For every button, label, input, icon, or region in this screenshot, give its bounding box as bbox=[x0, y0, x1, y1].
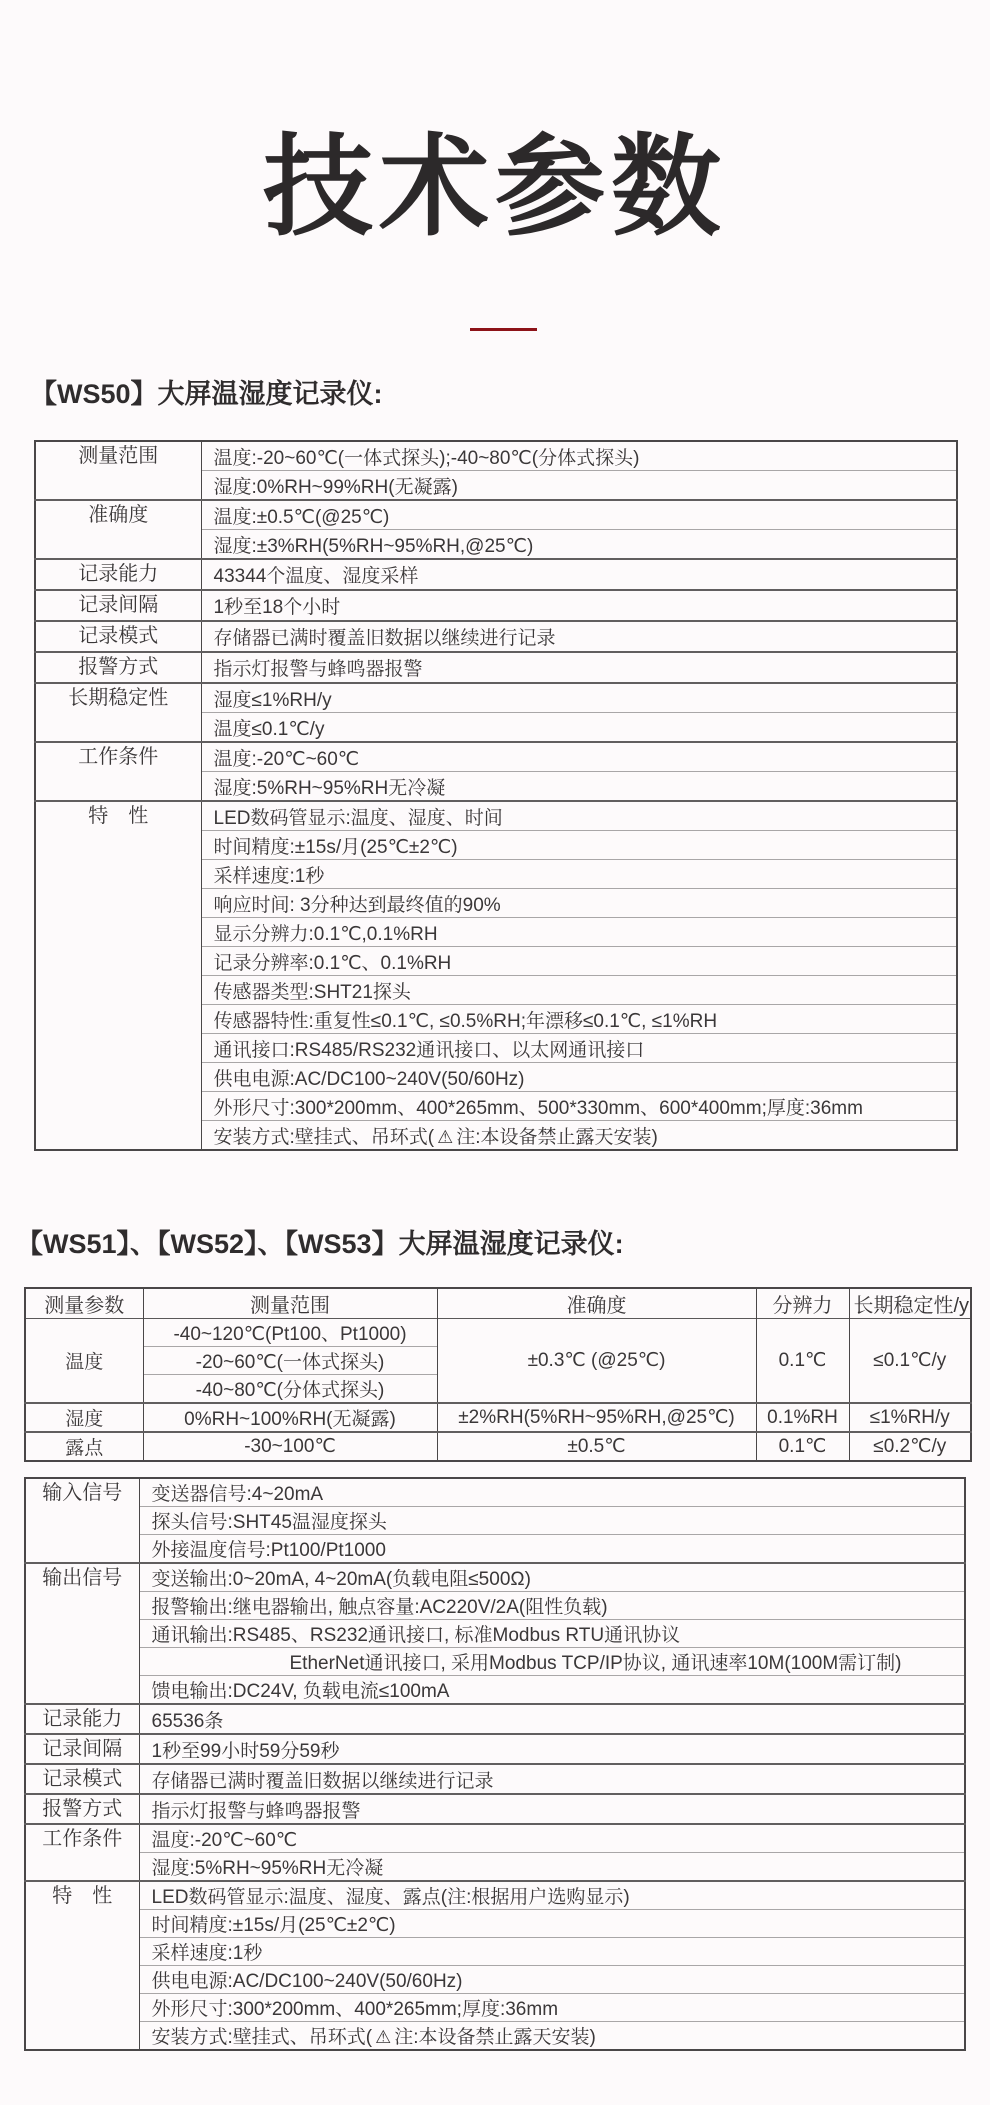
table-row bbox=[25, 1938, 965, 1966]
spec-value: 供电电源:AC/DC100~240V(50/60Hz) bbox=[139, 1966, 965, 1994]
spec-value: 存储器已满时覆盖旧数据以继续进行记录 bbox=[201, 621, 957, 652]
param-cell: 温度 bbox=[25, 1319, 143, 1404]
spec-value: 湿度≤1%RH/y bbox=[201, 683, 957, 713]
spec-value: 温度:±0.5℃(@25℃) bbox=[201, 500, 957, 530]
ws50-spec-table bbox=[34, 440, 958, 1151]
spec-value: 变送器信号:4~20mA bbox=[151, 1484, 324, 1505]
table-row bbox=[25, 1853, 965, 1882]
table-row bbox=[35, 590, 957, 621]
spec-value: 湿度:0%RH~99%RH(无凝露) bbox=[201, 471, 957, 501]
table-row bbox=[25, 1620, 965, 1648]
row-label: 工作条件 bbox=[25, 1824, 139, 1881]
row-label: 工作条件 bbox=[35, 742, 201, 801]
table-row bbox=[35, 652, 957, 683]
spec-value: 外形尺寸:300*200mm、400*265mm、500*330mm、600*400mm;厚度:36mm bbox=[201, 1092, 957, 1121]
table-row bbox=[25, 2022, 965, 2051]
table-row bbox=[25, 1764, 965, 1794]
spec-value: LED数码管显示:温度、湿度、时间 bbox=[201, 801, 957, 831]
install-text-suffix: 注:本设备禁止露天安装) bbox=[456, 1126, 658, 1148]
row-label: 特 性 bbox=[25, 1881, 139, 2050]
param-cell: 露点 bbox=[25, 1432, 143, 1461]
spec-value: 通讯输出:RS485、RS232通讯接口, 标准Modbus RTU通讯协议 bbox=[139, 1620, 965, 1648]
table-row bbox=[25, 1535, 965, 1564]
table-row bbox=[35, 621, 957, 652]
spec-value: 湿度:5%RH~95%RH无冷凝 bbox=[201, 772, 957, 802]
table-row bbox=[25, 1648, 965, 1676]
row-label: 准确度 bbox=[35, 500, 201, 559]
spec-value: 时间精度:±15s/月(25℃±2℃) bbox=[201, 831, 957, 860]
table-row bbox=[25, 1881, 965, 1910]
resolution-cell: 0.1%RH bbox=[756, 1403, 849, 1432]
row-label: 记录模式 bbox=[35, 621, 201, 652]
row-label: 报警方式 bbox=[25, 1794, 139, 1824]
stability-cell: ≤1%RH/y bbox=[849, 1403, 971, 1432]
spec-value: 外接温度信号:Pt100/Pt1000 bbox=[139, 1535, 965, 1564]
warning-icon: ⚠ bbox=[437, 1126, 454, 1147]
spec-value: 探头信号:SHT45温湿度探头 bbox=[139, 1507, 965, 1535]
table-row bbox=[25, 1403, 971, 1432]
resolution-cell: 0.1℃ bbox=[756, 1319, 849, 1404]
spec-value: 1秒至18个小时 bbox=[201, 590, 957, 621]
section-divider bbox=[470, 328, 537, 331]
range-cell: -40~80℃(分体式探头) bbox=[143, 1375, 437, 1404]
ws51-detail-table bbox=[24, 1477, 966, 2051]
page-title: 技术参数 bbox=[263, 126, 727, 249]
table-row bbox=[35, 559, 957, 590]
install-text-suffix: 注:本设备禁止露天安装) bbox=[394, 2027, 596, 2048]
col-header: 分辨力 bbox=[756, 1288, 849, 1319]
table-row bbox=[25, 1794, 965, 1824]
table-row bbox=[35, 500, 957, 530]
col-header: 测量范围 bbox=[143, 1288, 437, 1319]
table-row bbox=[25, 1563, 965, 1592]
table-row bbox=[25, 1704, 965, 1734]
col-header: 准确度 bbox=[437, 1288, 756, 1319]
spec-value bbox=[139, 2022, 965, 2051]
row-label: 长期稳定性 bbox=[35, 683, 201, 742]
spec-value: 温度:-20~60℃(一体式探头);-40~80℃(分体式探头) bbox=[213, 447, 640, 469]
spec-value: 时间精度:±15s/月(25℃±2℃) bbox=[139, 1910, 965, 1938]
table-row bbox=[25, 1592, 965, 1620]
accuracy-cell: ±0.5℃ bbox=[437, 1432, 756, 1461]
spec-value: 通讯接口:RS485/RS232通讯接口、以太网通讯接口 bbox=[201, 1034, 957, 1063]
table-row bbox=[25, 1676, 965, 1705]
spec-value: 外形尺寸:300*200mm、400*265mm;厚度:36mm bbox=[139, 1994, 965, 2022]
spec-value: 变送输出:0~20mA, 4~20mA(负载电阻≤500Ω) bbox=[139, 1563, 965, 1592]
resolution-cell: 0.1℃ bbox=[756, 1432, 849, 1461]
spec-value: 报警输出:继电器输出, 触点容量:AC220V/2A(阻性负载) bbox=[139, 1592, 965, 1620]
spec-value: 43344个温度、湿度采样 bbox=[201, 559, 957, 590]
ws50-heading: 【WS50】大屏温湿度记录仪: bbox=[30, 379, 383, 409]
table-row bbox=[25, 1824, 965, 1853]
row-label: 测量范围 bbox=[35, 441, 201, 500]
table-row bbox=[25, 1432, 971, 1461]
table-row bbox=[35, 683, 957, 713]
table-row bbox=[25, 1507, 965, 1535]
spec-value: 记录分辨率:0.1℃、0.1%RH bbox=[201, 947, 957, 976]
table-row bbox=[25, 1994, 965, 2022]
spec-value: 指示灯报警与蜂鸣器报警 bbox=[139, 1794, 965, 1824]
spec-value: 存储器已满时覆盖旧数据以继续进行记录 bbox=[139, 1764, 965, 1794]
table-row bbox=[35, 441, 957, 471]
table-row bbox=[25, 1734, 965, 1764]
row-label: 记录间隔 bbox=[35, 590, 201, 621]
range-cell: -30~100℃ bbox=[143, 1432, 437, 1461]
table-row bbox=[35, 801, 957, 831]
spec-value bbox=[201, 1121, 957, 1151]
range-cell: -20~60℃(一体式探头) bbox=[143, 1347, 437, 1375]
ws51-heading: 【WS51】、【WS52】、【WS53】大屏温湿度记录仪: bbox=[16, 1229, 624, 1259]
spec-value: 响应时间: 3分种达到最终值的90% bbox=[201, 889, 957, 918]
ws51-measure-table bbox=[24, 1287, 972, 1462]
spec-value: 馈电输出:DC24V, 负载电流≤100mA bbox=[139, 1676, 965, 1705]
spec-value: 温度:-20℃~60℃ bbox=[139, 1824, 965, 1853]
spec-value: 采样速度:1秒 bbox=[201, 860, 957, 889]
row-label: 报警方式 bbox=[35, 652, 201, 683]
row-label: 输出信号 bbox=[25, 1563, 139, 1704]
row-label: 记录能力 bbox=[25, 1704, 139, 1734]
accuracy-cell: ±2%RH(5%RH~95%RH,@25℃) bbox=[437, 1403, 756, 1432]
range-cell: -40~120℃(Pt100、Pt1000) bbox=[143, 1319, 437, 1347]
table-row bbox=[25, 1966, 965, 1994]
install-text-prefix: 安装方式:壁挂式、吊环式( bbox=[151, 2027, 373, 2048]
stability-cell: ≤0.1℃/y bbox=[849, 1319, 971, 1404]
spec-value: 采样速度:1秒 bbox=[139, 1938, 965, 1966]
table-row bbox=[25, 1478, 965, 1507]
spec-value: 传感器特性:重复性≤0.1℃, ≤0.5%RH;年漂移≤0.1℃, ≤1%RH bbox=[201, 1005, 957, 1034]
spec-value: 湿度:5%RH~95%RH无冷凝 bbox=[139, 1853, 965, 1882]
spec-value: 65536条 bbox=[139, 1704, 965, 1734]
spec-value: 1秒至99小时59分59秒 bbox=[139, 1734, 965, 1764]
spec-value: LED数码管显示:温度、湿度、露点(注:根据用户选购显示) bbox=[139, 1881, 965, 1910]
col-header: 测量参数 bbox=[25, 1288, 143, 1319]
param-cell: 湿度 bbox=[25, 1403, 143, 1432]
col-header: 长期稳定性/y bbox=[853, 1295, 970, 1317]
row-label: 输入信号 bbox=[25, 1478, 139, 1563]
install-text-prefix: 安装方式:壁挂式、吊环式( bbox=[213, 1126, 435, 1148]
row-label: 记录间隔 bbox=[25, 1734, 139, 1764]
spec-value: EtherNet通讯接口, 采用Modbus TCP/IP协议, 通讯速率10M(100M需订制) bbox=[139, 1648, 965, 1676]
table-header-row bbox=[25, 1288, 971, 1319]
spec-value: 温度≤0.1℃/y bbox=[201, 713, 957, 743]
stability-cell: ≤0.2℃/y bbox=[849, 1432, 971, 1461]
spec-value: 显示分辨力:0.1℃,0.1%RH bbox=[201, 918, 957, 947]
spec-value: 温度:-20℃~60℃ bbox=[201, 742, 957, 772]
spec-value: 传感器类型:SHT21探头 bbox=[201, 976, 957, 1005]
spec-value: 湿度:±3%RH(5%RH~95%RH,@25℃) bbox=[201, 530, 957, 560]
table-row bbox=[25, 1910, 965, 1938]
table-row bbox=[25, 1319, 971, 1347]
row-label: 记录模式 bbox=[25, 1764, 139, 1794]
row-label: 特 性 bbox=[35, 801, 201, 1150]
accuracy-cell: ±0.3℃ (@25℃) bbox=[437, 1319, 756, 1404]
table-row bbox=[35, 742, 957, 772]
range-cell: 0%RH~100%RH(无凝露) bbox=[143, 1403, 437, 1432]
spec-value: 供电电源:AC/DC100~240V(50/60Hz) bbox=[201, 1063, 957, 1092]
spec-value: 指示灯报警与蜂鸣器报警 bbox=[201, 652, 957, 683]
row-label: 记录能力 bbox=[35, 559, 201, 590]
warning-icon: ⚠ bbox=[375, 2027, 392, 2047]
